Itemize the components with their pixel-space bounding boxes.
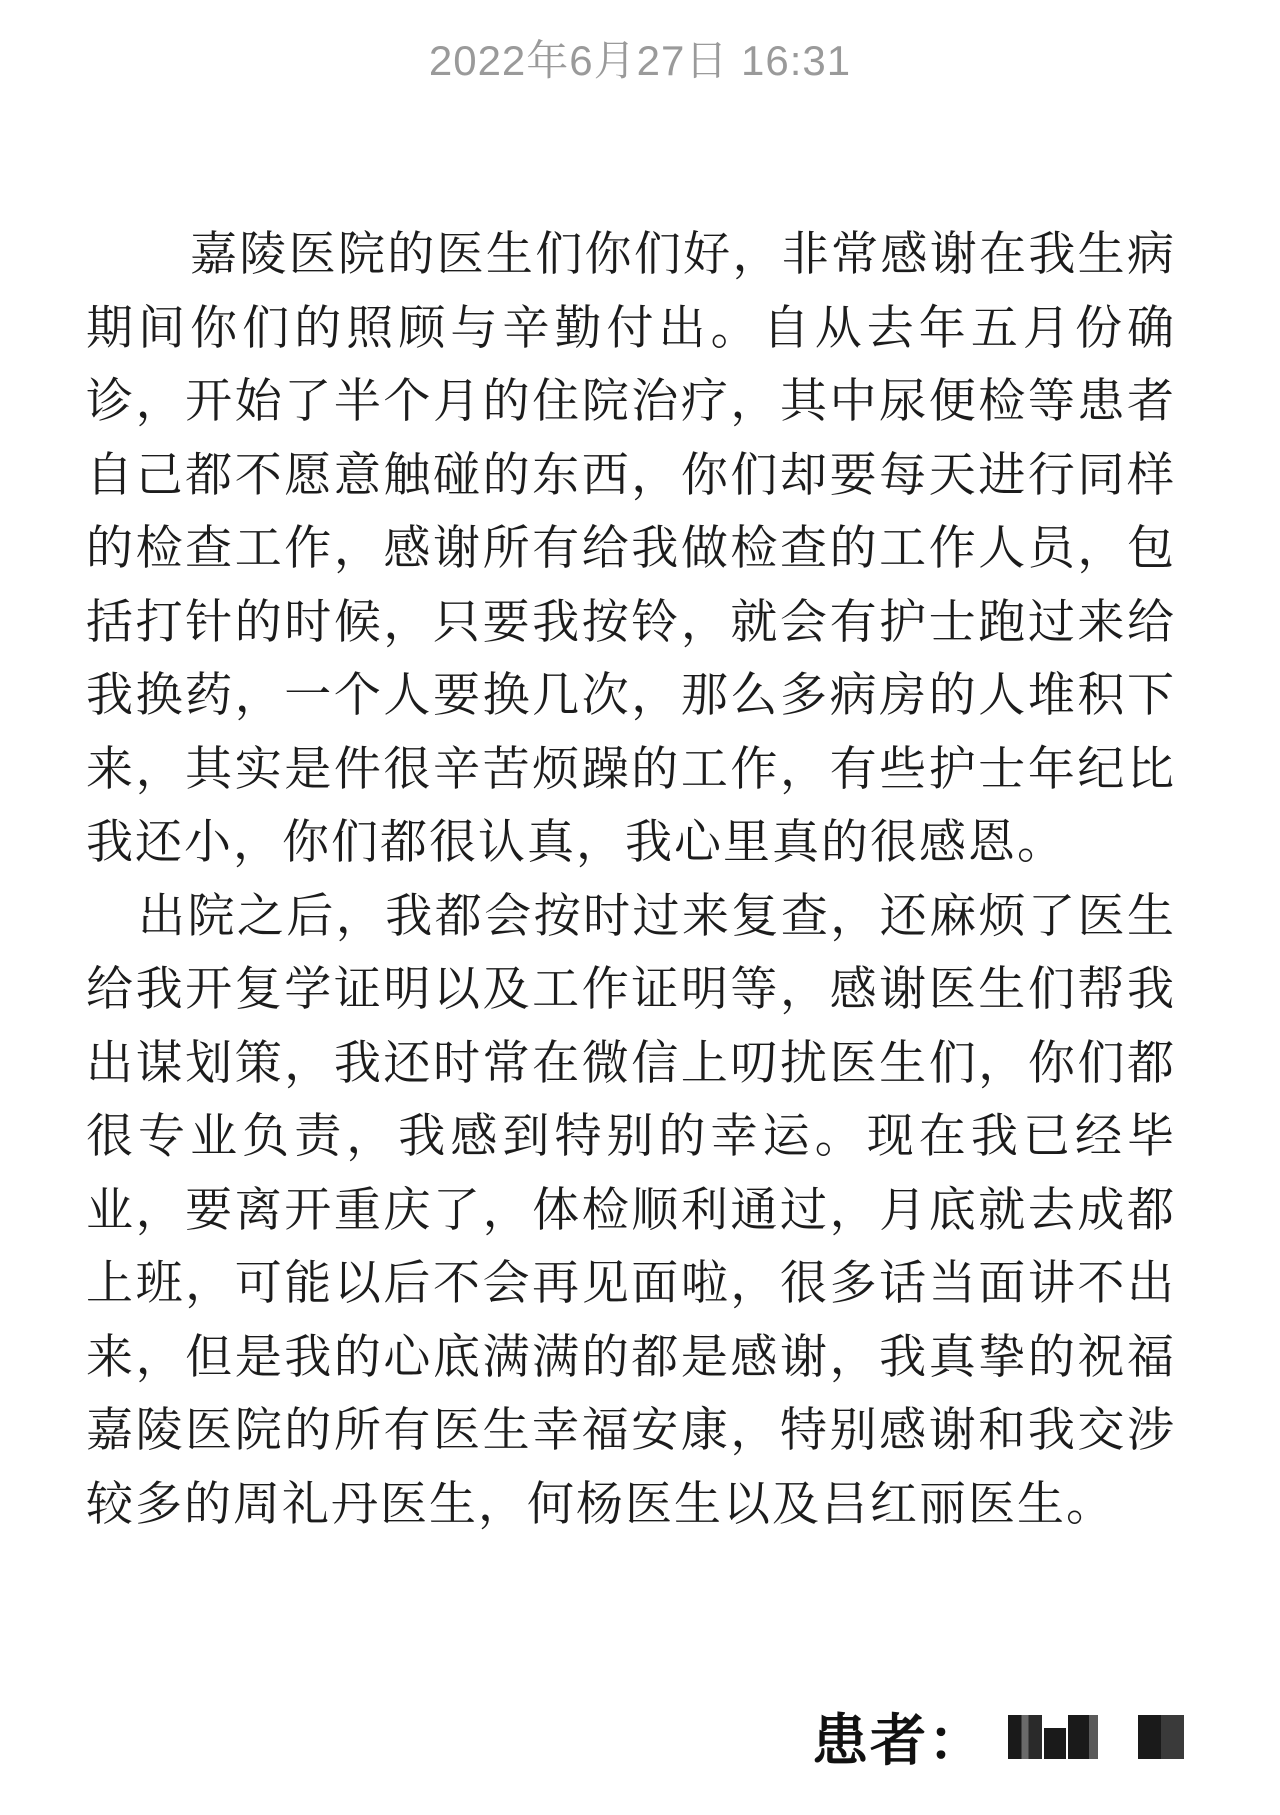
timestamp: 2022年6月27日 16:31	[428, 37, 852, 84]
signature	[812, 1702, 1184, 1772]
letter-paragraph-2: 出院之后，我都会按时过来复查，还麻烦了医生给我开复学证明以及工作证明等，感谢医生们帮我出谋划策，我还时常在微信上叨扰医生们，你们都很专业负责，我感到特别的幸运。现在我已经毕业，要离开重庆了，体检顺利通过，月底就去成都上班，可能以后不会再见面啦，很多话当面讲不出来，但是我的心底满满的都是感谢，我真挚的祝福嘉陵医院的所有医生幸福安康，特别感谢和我交涉较多的周礼丹医生，何杨医生以及吕红丽医生。	[86, 888, 1176, 1532]
letter-paragraph-1: 嘉陵医院的医生们你们好，非常感谢在我生病期间你们的照顾与辛勤付出。自从去年五月份确诊，开始了半个月的住院治疗，其中尿便检等患者自己都不愿意触碰的东西，你们却要每天进行同样的检查工作，感谢所有给我做检查的工作人员，包括打针的时候，只要我按铃，就会有护士跑过来给我换药，一个人要换几次，那么多病房的人堆积下来，其实是件很辛苦烦躁的工作，有些护士年纪比我还小，你们都很认真，我心里真的很感恩。	[86, 227, 1176, 870]
letter-body	[86, 218, 1176, 1541]
mosaic-block	[1044, 1715, 1066, 1759]
signature-label: 患者：	[812, 1709, 986, 1774]
mosaic-block	[1068, 1715, 1098, 1759]
mosaic-block	[1008, 1715, 1042, 1759]
mosaic-block	[1138, 1715, 1184, 1759]
redacted-name-mosaic	[1008, 1707, 1184, 1767]
